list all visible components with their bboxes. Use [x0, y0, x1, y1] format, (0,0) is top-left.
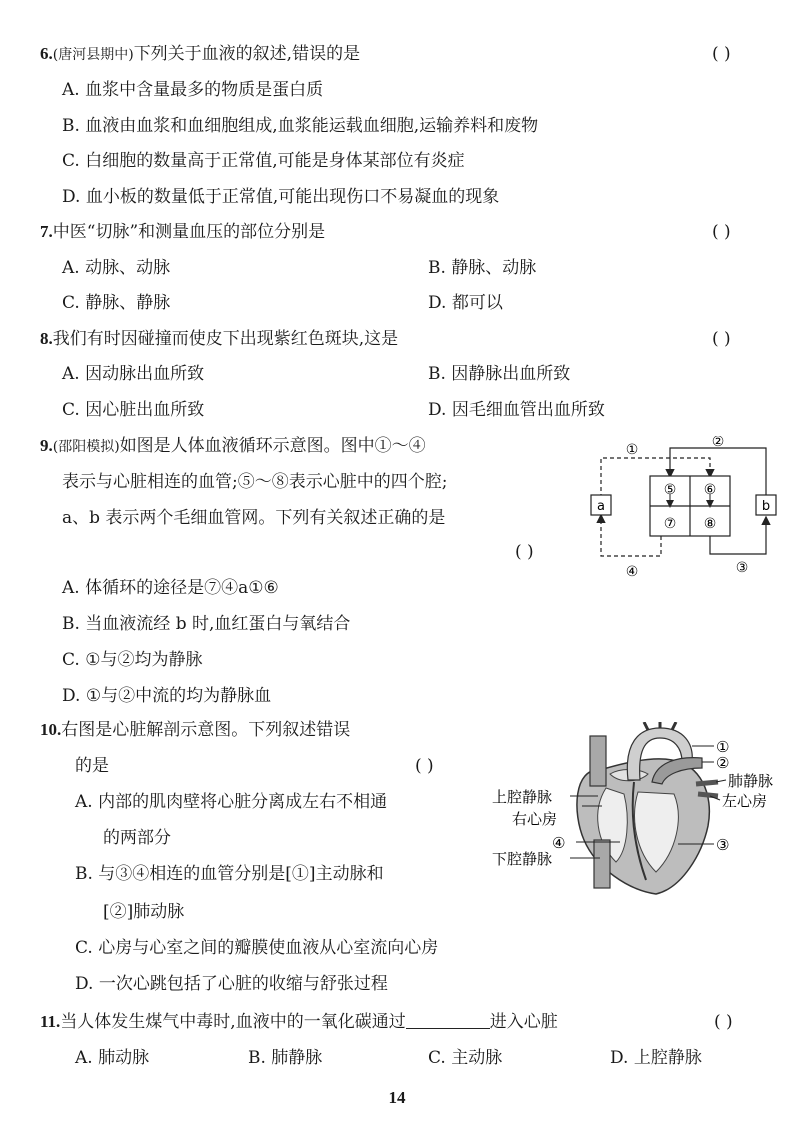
- question-text: 表示与心脏相连的血管;⑤～⑧表示心脏中的四个腔;: [62, 472, 448, 492]
- option-c: C. 静脉、静脉: [62, 293, 171, 313]
- option-a: A. 体循环的途径是⑦④a①⑥: [62, 578, 279, 598]
- option-b: B. 肺静脉: [248, 1048, 323, 1068]
- answer-paren[interactable]: ( ): [712, 222, 731, 242]
- option-d: D. 血小板的数量低于正常值,可能出现伤口不易凝血的现象: [62, 187, 500, 207]
- fill-in-blank[interactable]: [406, 1010, 490, 1029]
- option-a: A. 血浆中含量最多的物质是蛋白质: [62, 80, 324, 100]
- option-c: C. 因心脏出血所致: [62, 400, 205, 420]
- option-d: D. 因毛细血管出血所致: [428, 400, 605, 420]
- question-text: 我们有时因碰撞而使皮下出现紫红色斑块,这是: [52, 329, 399, 349]
- heart-label-right-atrium: 右心房: [512, 810, 558, 828]
- vessel-label: ③: [735, 560, 749, 576]
- question-6-stem: [40, 42, 360, 67]
- heart-label-pulmonary-vein: 肺静脉: [728, 772, 774, 790]
- page-number: 14: [388, 1088, 406, 1107]
- question-source: (邵阳模拟): [52, 439, 120, 455]
- question-11-stem: [40, 1010, 558, 1034]
- heart-label-inferior-vena-cava: 下腔静脉: [492, 850, 553, 868]
- option-c: C. 主动脉: [428, 1048, 503, 1068]
- heart-label-left-atrium: 左心房: [722, 792, 768, 810]
- vessel-label: ①: [625, 442, 639, 458]
- option-a: A. 肺动脉: [75, 1048, 150, 1068]
- question-text: 如图是人体血液循环示意图。图中①～④: [119, 436, 426, 456]
- question-number: 10.: [40, 720, 62, 739]
- option-d: D. 都可以: [428, 293, 503, 313]
- question-text: 进入心脏: [489, 1012, 558, 1032]
- circulation-diagram: [588, 436, 784, 584]
- question-text: 的是: [75, 756, 109, 776]
- option-c: C. 白细胞的数量高于正常值,可能是身体某部位有炎症: [62, 151, 465, 171]
- option-a: A. 动脉、动脉: [62, 258, 171, 278]
- question-text: 当人体发生煤气中毒时,血液中的一氧化碳通过: [60, 1012, 406, 1032]
- option-c: C. 心房与心室之间的瓣膜使血液从心室流向心房: [75, 938, 439, 958]
- vessel-label: ④: [625, 564, 639, 580]
- question-number: 8.: [40, 329, 53, 348]
- question-10-stem: [40, 718, 350, 742]
- option-b: B. 血液由血浆和血细胞组成,血浆能运载血细胞,运输养料和废物: [62, 116, 539, 136]
- heart-label-1: ①: [716, 738, 730, 756]
- heart-diagram: [488, 722, 784, 898]
- question-number: 7.: [40, 222, 53, 241]
- question-source: (唐河县期中): [52, 47, 134, 63]
- question-text: 右图是心脏解剖示意图。下列叙述错误: [61, 720, 351, 740]
- question-number: 6.: [40, 44, 53, 63]
- option-b: B. 因静脉出血所致: [428, 364, 571, 384]
- option-a-continued: 的两部分: [103, 828, 171, 848]
- question-text: 中医“切脉”和测量血压的部位分别是: [52, 222, 326, 242]
- option-a: A. 内部的肌肉壁将心脏分离成左右不相通: [75, 792, 388, 812]
- question-number: 11.: [40, 1012, 61, 1031]
- chamber-label: ⑤: [663, 482, 677, 498]
- question-text: a、b 表示两个毛细血管网。下列有关叙述正确的是: [62, 508, 446, 528]
- option-b: B. 当血液流经 b 时,血红蛋白与氧结合: [62, 614, 351, 634]
- heart-label-2: ②: [716, 754, 730, 772]
- option-b: B. 静脉、动脉: [428, 258, 537, 278]
- question-number: 9.: [40, 436, 53, 455]
- heart-label-4: ④: [552, 834, 566, 852]
- capillary-b-label: b: [761, 499, 771, 514]
- question-9-stem: [40, 434, 426, 459]
- option-d: D. 上腔静脉: [610, 1048, 702, 1068]
- question-text: 下列关于血液的叙述,错误的是: [133, 44, 361, 64]
- vessel-label: ②: [711, 436, 725, 450]
- answer-paren[interactable]: ( ): [415, 756, 434, 776]
- chamber-label: ⑥: [703, 482, 717, 498]
- answer-paren[interactable]: ( ): [515, 542, 534, 562]
- option-b: B. 与③④相连的血管分别是[①]主动脉和: [75, 864, 384, 884]
- heart-label-superior-vena-cava: 上腔静脉: [492, 788, 553, 806]
- answer-paren[interactable]: ( ): [712, 329, 731, 349]
- question-8-stem: [40, 327, 398, 351]
- answer-paren[interactable]: ( ): [712, 44, 731, 64]
- option-d: D. ①与②中流的均为静脉血: [62, 686, 272, 706]
- option-b-continued: [②]肺动脉: [103, 902, 185, 922]
- question-7-stem: [40, 220, 325, 244]
- chamber-label: ⑦: [663, 516, 677, 532]
- capillary-a-label: a: [597, 499, 605, 514]
- option-a: A. 因动脉出血所致: [62, 364, 205, 384]
- answer-paren[interactable]: ( ): [714, 1012, 733, 1032]
- option-c: C. ①与②均为静脉: [62, 650, 203, 670]
- chamber-label: ⑧: [703, 516, 717, 532]
- option-d: D. 一次心跳包括了心脏的收缩与舒张过程: [75, 974, 388, 994]
- heart-label-3: ③: [716, 836, 730, 854]
